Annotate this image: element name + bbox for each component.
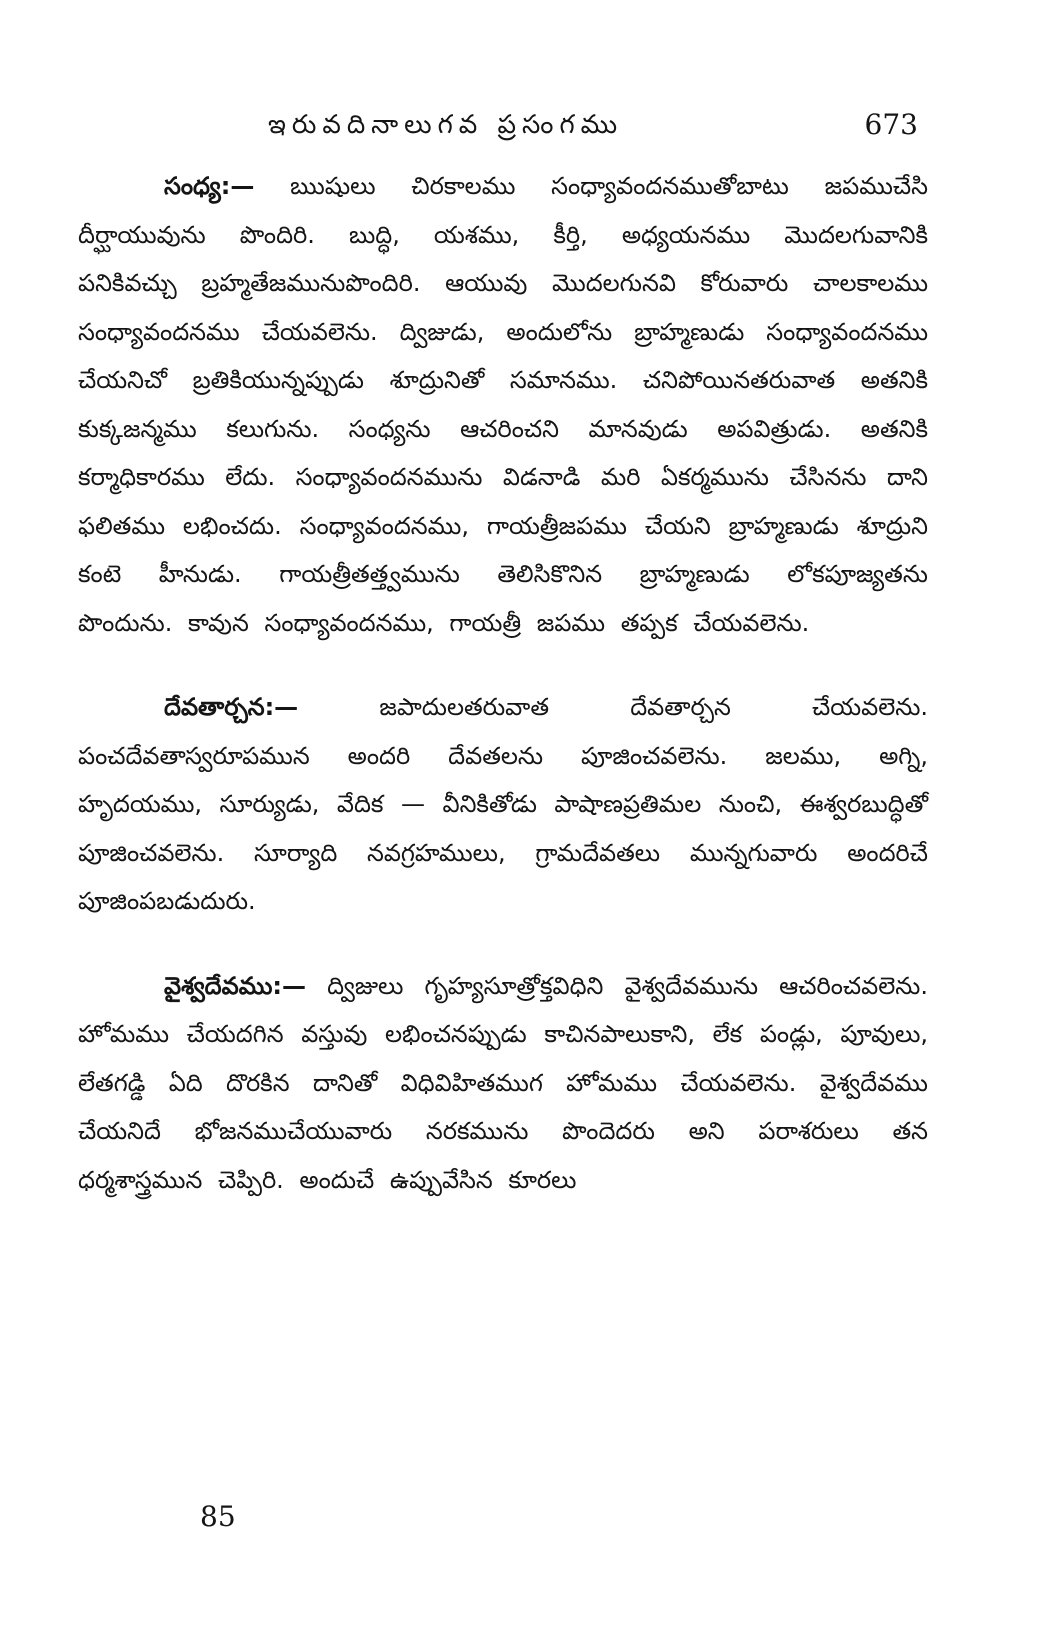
section-text: ద్విజులు గృహ్యసూత్రోక్తవిధిని వైశ్వదేవమును ఆచరించవలెను. హోమము చేయదగిన వస్తువు లభించనప్పుడు కాచినపాలుకాని, లేక పండ్లు, పూవులు, లేతగడ్డి ఏది దొరకిన దానితో విధివిహితముగ హోమము చేయవలెను. వైశ్వదేవము చేయనిదే భోజనముచేయువారు నరకమును పొందెదరు అని పరాశరులు తన ధర్మశాస్త్రమున చెప్పిరి. అందుచే ఉప్పువేసిన కూరలు [78, 971, 928, 1194]
running-title: ఇరువదినాలుగవ ప్రసంగము [268, 110, 624, 140]
signature-mark: 85 [200, 1500, 236, 1533]
section-term: వైశ్వదేవము:— [164, 971, 306, 1000]
section-devatarchana [78, 683, 928, 926]
section-vaishvadevamu [78, 962, 928, 1205]
running-head [78, 100, 928, 154]
section-sandhya [78, 162, 928, 647]
paragraph [78, 962, 928, 1205]
paragraph [78, 162, 928, 647]
section-text: జపాదులతరువాత దేవతార్చన చేయవలెను. పంచదేవతాస్వరూపమున అందరి దేవతలను పూజించవలెను. జలము, అగ్ని, హృదయము, సూర్యుడు, వేదిక — వీనికితోడు పాషాణప్రతిమల నుంచి, ఈశ్వరబుద్ధితో పూజించవలెను. సూర్యాది నవగ్రహములు, గ్రామదేవతలు మున్నగువారు అందరిచే పూజింపబడుదురు. [78, 693, 928, 915]
paragraph [78, 683, 928, 926]
section-term: సంధ్య:— [164, 172, 255, 200]
page-number: 673 [864, 108, 918, 141]
section-term: దేవతార్చన:— [164, 693, 299, 721]
section-text: ఋషులు చిరకాలము సంధ్యావందనముతోబాటు జపముచేసి దీర్ఘాయువును పొందిరి. బుద్ధి, యశము, కీర్తి, అధ్యయనము మొదలగువానికి పనికివచ్చు బ్రహ్మతేజమునుపొందిరి. ఆయువు మొదలగునవి కోరువారు చాలకాలము సంధ్యావందనము చేయవలెను. ద్విజుడు, అందులోను బ్రాహ్మణుడు సంధ్యావందనము చేయనిచో బ్రతికియున్నప్పుడు శూద్రునితో సమానము. చనిపోయినతరువాత అతనికి కుక్కజన్మము కలుగును. సంధ్యను ఆచరించని మానవుడు అపవిత్రుడు. అతనికి కర్మాధికారము లేదు. సంధ్యావందనమును విడనాడి మరి ఏకర్మమును చేసినను దాని ఫలితము లభించదు. సంధ్యావందనము, గాయత్రీజపము చేయని బ్రాహ్మణుడు శూద్రుని కంటె హీనుడు. గాయత్రీతత్త్వమును తెలిసికొనిన బ్రాహ్మణుడు లోకపూజ్యతను పొందును. కావున సంధ్యావందనము, గాయత్రీ జపము తప్పక చేయవలెను. [78, 172, 928, 637]
